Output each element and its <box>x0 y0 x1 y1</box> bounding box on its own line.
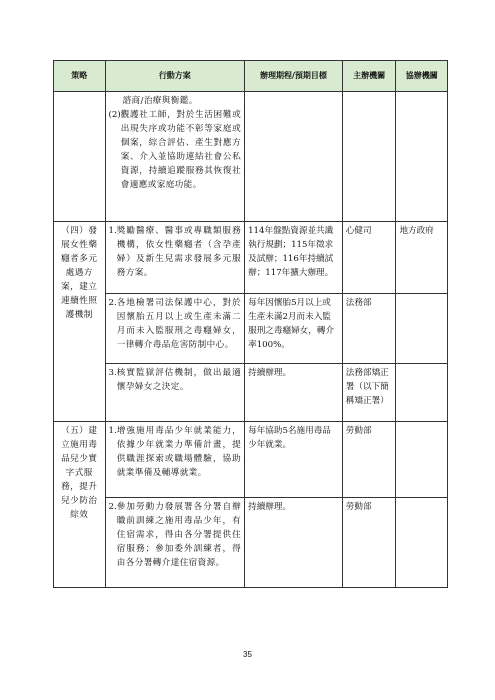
target-cell <box>245 92 343 222</box>
item-number: 1. <box>108 426 117 436</box>
assist-cell <box>396 422 448 498</box>
action-item <box>109 108 242 192</box>
action-cell <box>105 222 245 294</box>
lead-cell: 勞動部 <box>342 422 396 498</box>
action-cell <box>105 498 245 588</box>
assist-cell <box>396 92 448 222</box>
item-number: 1. <box>108 226 117 236</box>
target-cell: 每年協助5名施用毒品少年就業。 <box>245 422 343 498</box>
item-number: 2. <box>108 502 117 512</box>
item-number: 2. <box>108 298 117 308</box>
lead-cell <box>342 92 396 222</box>
item-number: (2) <box>108 110 121 120</box>
table-row <box>54 222 448 294</box>
action-cell <box>105 294 245 364</box>
header-lead-agency: 主辦機關 <box>342 61 396 92</box>
table-row <box>54 364 448 422</box>
assist-cell: 地方政府 <box>396 222 448 294</box>
item-text: 增強施用毒品少年就業能力，依據少年就業力準備計畫，提供職涯探索或職場體驗，協助就業準備及輔導就業。 <box>116 426 242 478</box>
page-number: 35 <box>243 650 252 659</box>
action-cell <box>105 364 245 422</box>
target-cell: 每年因懷胎5月以上或生產未滿2月而未入監服刑之毒癮婦女，轉介率100%。 <box>245 294 343 364</box>
header-schedule-target: 辦理期程/預期目標 <box>245 61 343 92</box>
table-header-row <box>54 61 448 92</box>
item-text: 各地檢署司法保護中心，對於因懷胎五月以上或生產未滿二月而未入監服刑之毒癮婦女，一律轉介毒品危害防制中心。 <box>116 298 242 350</box>
lead-cell: 心健司 <box>342 222 396 294</box>
lead-cell: 法務部 <box>342 294 396 364</box>
action-cell <box>105 422 245 498</box>
lead-cell: 法務部矯正署（以下簡稱矯正署） <box>342 364 396 422</box>
action-plan-table <box>53 60 448 588</box>
item-text: 觀護社工師，對於生活困難或出現失序或功能不彰等家庭或個案，綜合評估、產生對應方案、介入並協助連結社會公私資源，持續追蹤服務其恢復社會適應或家庭功能。 <box>120 110 242 190</box>
strategy-5-cell: （五）建立施用毒品兒少實字式服務，提升兒少防治綜效 <box>54 422 106 588</box>
action-cell <box>105 92 245 222</box>
item-text: 獎勵醫療、醫事或專職類服務機構，依女性藥癮者（含孕產婦）及新生兒需求發展多元服務方案。 <box>116 226 242 278</box>
assist-cell <box>396 498 448 588</box>
lead-cell: 勞動部 <box>342 498 396 588</box>
assist-cell <box>396 364 448 422</box>
strategy-cell <box>54 92 106 222</box>
target-cell: 114年盤點資源並共識執行規劃；115年徵求及試辦；116年持續試辦；117年擴大辦理。 <box>245 222 343 294</box>
strategy-4-cell: （四）發展女性藥癮者多元處遇方案，建立連續性照護機制 <box>54 222 106 422</box>
header-strategy: 策略 <box>54 61 106 92</box>
item-text: 核實監獄評估機制，做出最適懷孕婦女之決定。 <box>116 368 242 392</box>
target-cell: 持續辦理。 <box>245 364 343 422</box>
header-assist-agency: 協辦機關 <box>396 61 448 92</box>
continued-text: 諮商/治療與衡鑑。 <box>122 96 198 106</box>
target-cell: 持續辦理。 <box>245 498 343 588</box>
item-text: 參加勞動力發展署各分署自辦職前訓練之施用毒品少年，有住宿需求，得由各分署提供住宿服務；參加委外訓練者，得由各分署轉介達住宿資源。 <box>116 502 242 568</box>
table-row <box>54 498 448 588</box>
table-row <box>54 294 448 364</box>
header-action-plan: 行動方案 <box>105 61 245 92</box>
assist-cell <box>396 294 448 364</box>
table-row <box>54 422 448 498</box>
table-row <box>54 92 448 222</box>
item-number: 3. <box>108 368 117 378</box>
